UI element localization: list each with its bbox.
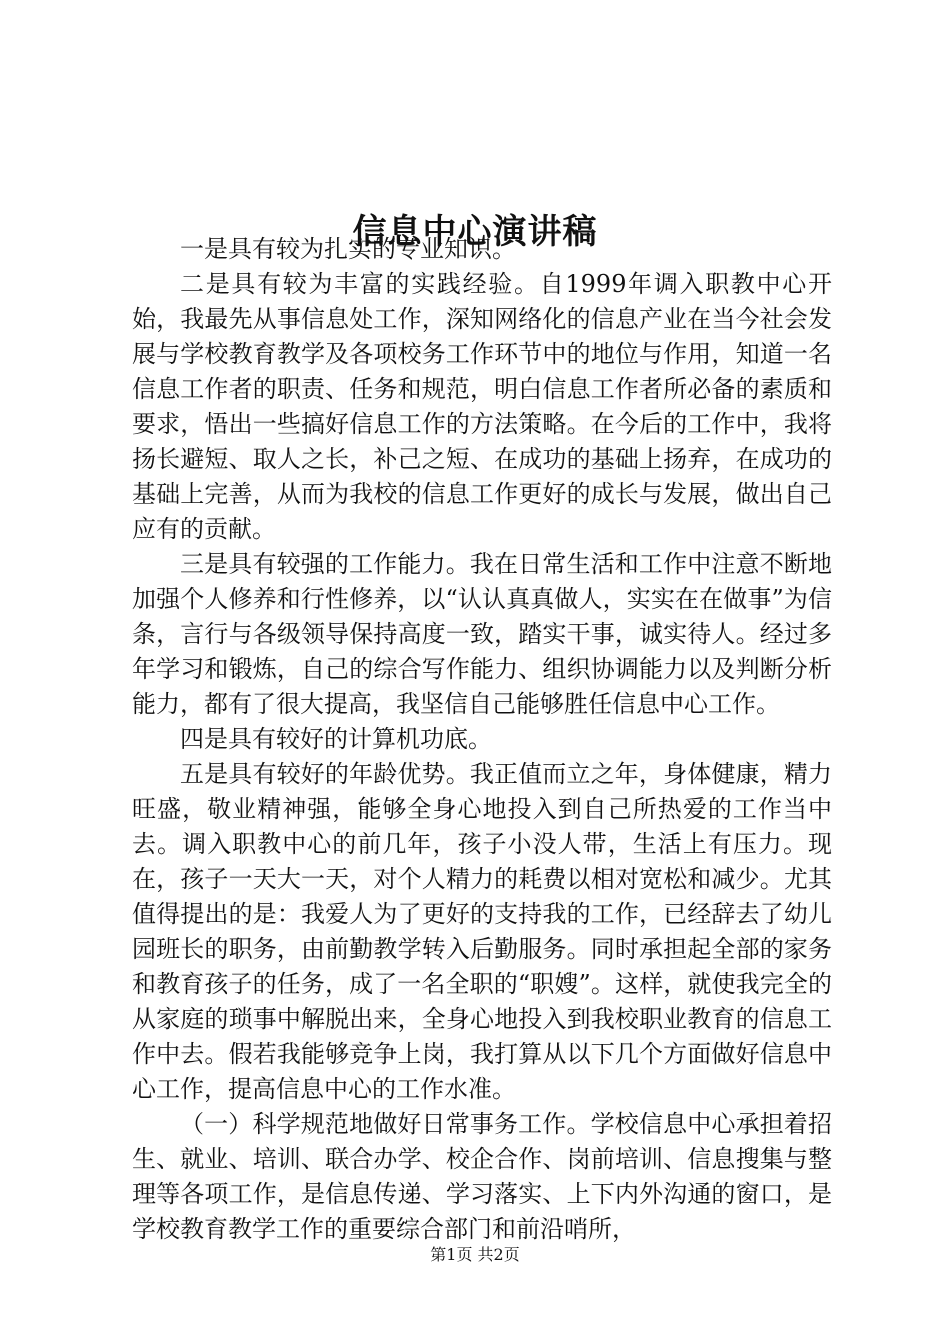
paragraph-4: 四是具有较好的计算机功底。 [180,725,492,753]
paragraph-6: （一）科学规范地做好日常事务工作。学校信息中心承担着招生、就业、培训、联合办学、校企合作、岗前培训、信息搜集与整理等各项工作，是信息传递、学习落实、上下内外沟通的窗口，是学校教育教学工作的重要综合部门和前沿哨所， [132,1110,832,1243]
paragraph-3: 三是具有较强的工作能力。我在日常生活和工作中注意不断地加强个人修养和行性修养，以“认认真真做人，实实在在做事”为信条，言行与各级领导保持高度一致，踏实干事，诚实待人。经过多年学习和锻炼，自己的综合写作能力、组织协调能力以及判断分析能力，都有了很大提高，我坚信自己能够胜任信息中心工作。 [132,550,832,718]
paragraph-1: 一是具有较为扎实的专业知识。 [180,235,516,263]
document-title: 信息中心演讲稿 [352,211,598,252]
page-footer: 第1页 共2页 [430,1245,520,1264]
paragraph-2: 二是具有较为丰富的实践经验。自1999年调入职教中心开始，我最先从事信息处工作，深知网络化的信息产业在当今社会发展与学校教育教学及各项校务工作环节中的地位与作用，知道一名信息工作者的职责、任务和规范，明白信息工作者所必备的素质和要求，悟出一些搞好信息工作的方法策略。在今后的工作中，我将扬长避短、取人之长，补己之短、在成功的基础上扬弃，在成功的基础上完善，从而为我校的信息工作更好的成长与发展，做出自己应有的贡献。 [132,270,832,543]
document-body [132,232,832,1247]
paragraph-5: 五是具有较好的年龄优势。我正值而立之年，身体健康，精力旺盛，敬业精神强，能够全身心地投入到自己所热爱的工作当中去。调入职教中心的前几年，孩子小没人带，生活上有压力。现在，孩子一天大一天，对个人精力的耗费以相对宽松和减少。尤其值得提出的是：我爱人为了更好的支持我的工作，已经辞去了幼儿园班长的职务，由前勤教学转入后勤服务。同时承担起全部的家务和教育孩子的任务，成了一名全职的“职嫂”。这样，就使我完全的从家庭的琐事中解脱出来，全身心地投入到我校职业教育的信息工作中去。假若我能够竞争上岗，我打算从以下几个方面做好信息中心工作，提高信息中心的工作水准。 [132,760,832,1103]
